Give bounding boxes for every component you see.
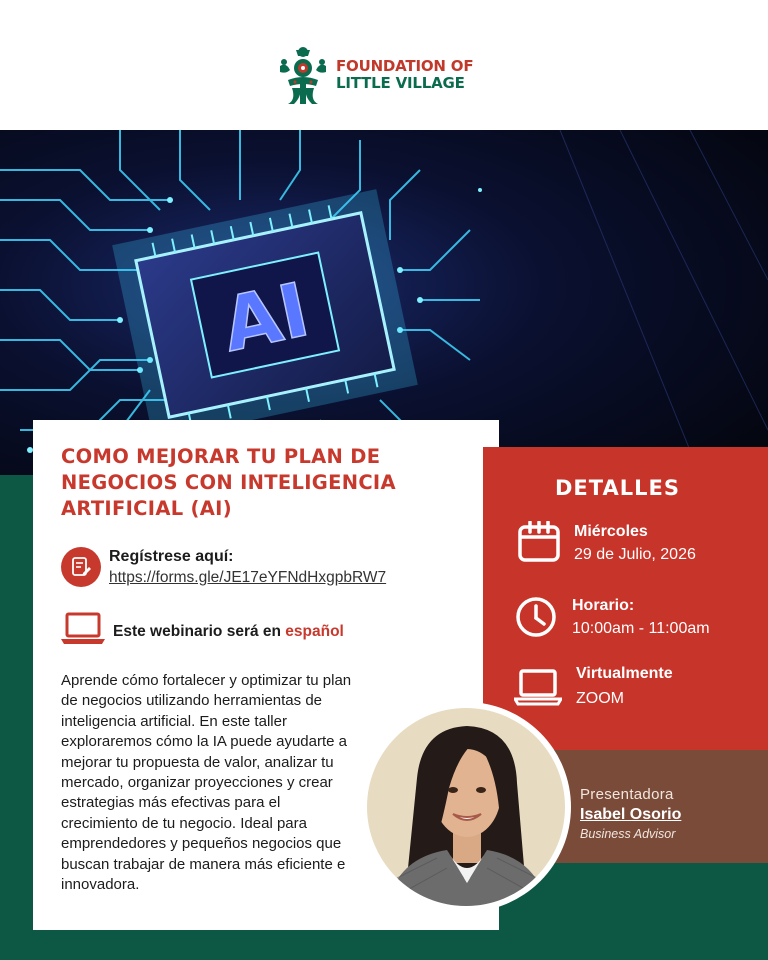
calendar-icon [517, 521, 561, 563]
register-label: Regístrese aquí: [109, 548, 234, 565]
form-edit-icon [61, 547, 101, 587]
logo-wordmark [336, 58, 473, 92]
foundation-logo[interactable] [276, 44, 473, 106]
details-day-label: Miércoles [574, 523, 648, 540]
clock-icon [515, 596, 557, 638]
registration-link[interactable]: https://forms.gle/JE17eYFNdHxgpbRW7 [109, 569, 387, 586]
details-mode-label: Virtualmente [576, 665, 673, 682]
event-title [61, 444, 481, 522]
event-description: Aprende cómo fortalecer y optimizar tu plan de negocios utilizando herramientas de inteligencia artificial. En este taller exploraremos cómo la IA puede ayudarte a mejorar tu propuesta de valor, analizar tu mercado, organizar proyecciones y crear estrategias más efectivas para el crecimiento de tu negocio. Ideal para emprendedores y pequeños negocios que buscan trabajar de manera más eficiente e innovadora. [61, 672, 352, 894]
logo-line-2: LITTLE VILLAGE [336, 74, 465, 92]
event-title-line: ARTIFICIAL (AI) [61, 497, 232, 520]
presenter-photo [361, 702, 571, 912]
details-heading: DETALLES [555, 476, 680, 500]
header [0, 0, 768, 130]
details-time-value: 10:00am - 11:00am [572, 620, 710, 637]
logo-emblem-icon [276, 44, 330, 106]
details-date-value: 29 de Julio, 2026 [574, 546, 696, 563]
event-title-line: COMO MEJORAR TU PLAN DE [61, 445, 381, 468]
presenter-portrait-image [367, 708, 565, 906]
presenter-title: Business Advisor [580, 827, 676, 841]
details-platform-value: ZOOM [576, 690, 624, 707]
laptop-icon [60, 612, 106, 646]
webinar-language-text: Este webinario será en [113, 623, 286, 640]
details-time-label: Horario: [572, 597, 635, 614]
presenter-name: Isabel Osorio [580, 806, 682, 823]
logo-line-1: FOUNDATION OF [336, 57, 474, 75]
presenter-role: Presentadora [580, 786, 674, 803]
webinar-language-value: español [285, 623, 344, 640]
event-title-line: NEGOCIOS CON INTELIGENCIA [61, 471, 396, 494]
hero-chip-text: AI [215, 267, 317, 369]
laptop-icon [514, 668, 562, 706]
webinar-language-note [113, 623, 344, 641]
